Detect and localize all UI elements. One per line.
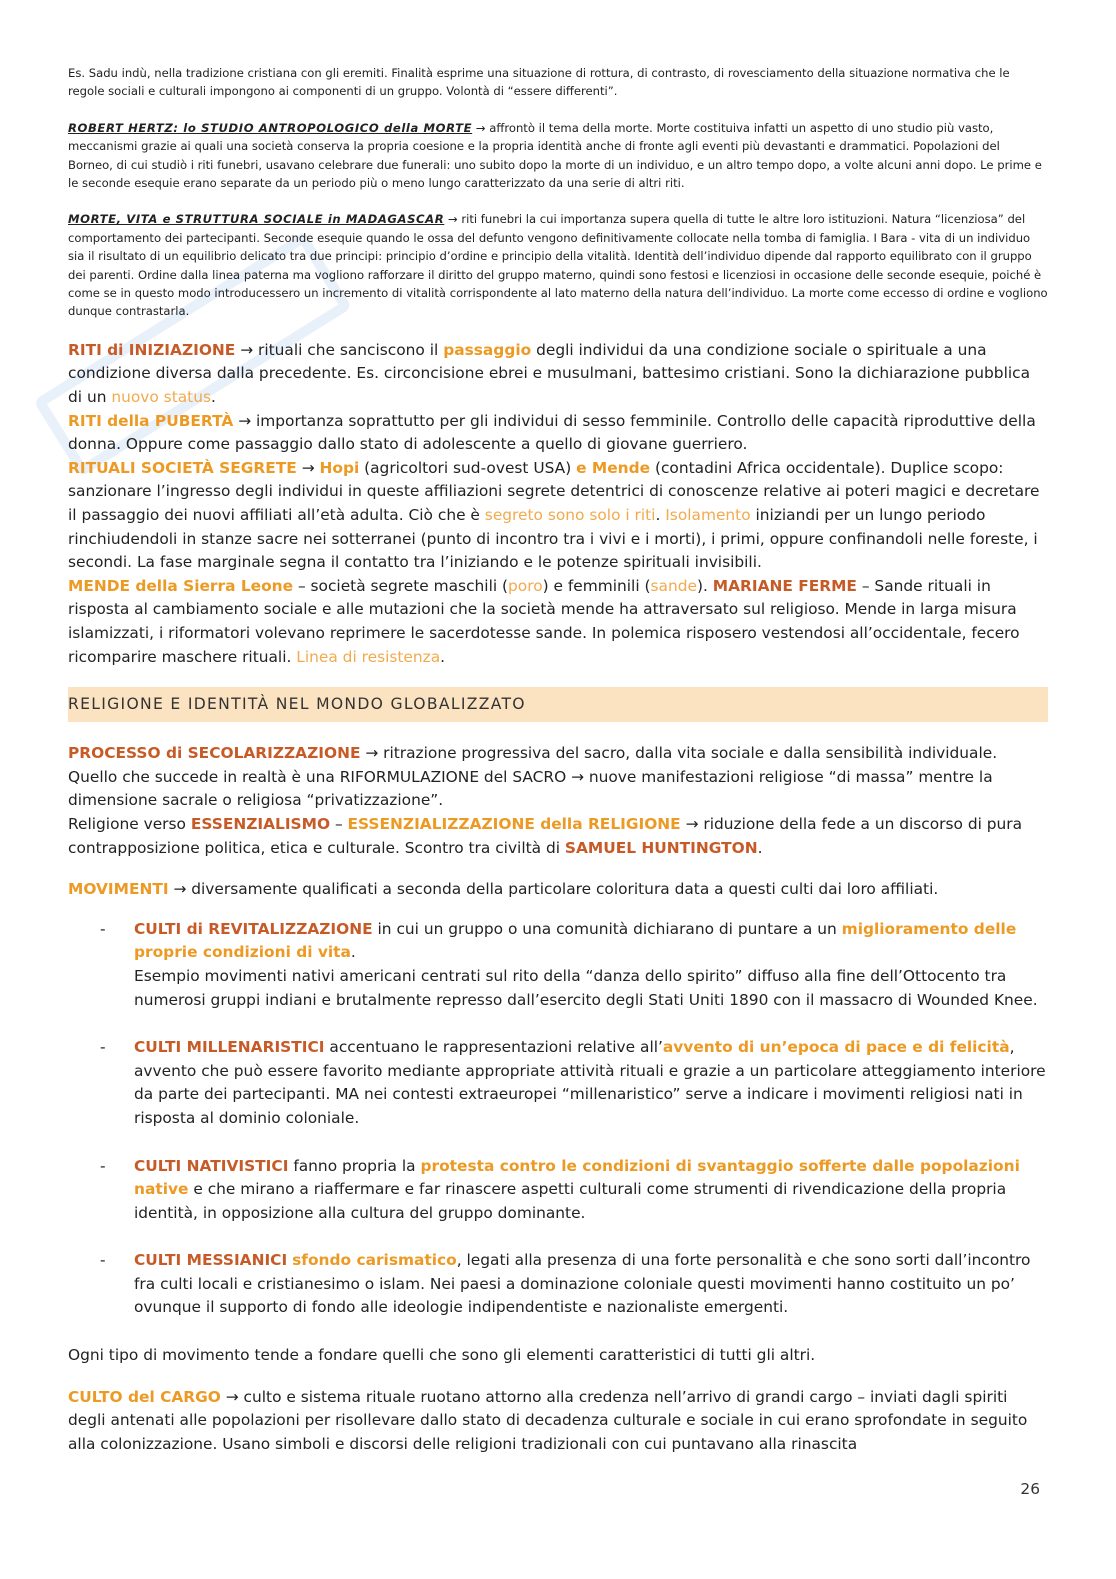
- ogni-paragraph: Ogni tipo di movimento tende a fondare quelli che sono gli elementi caratteristici di tutti gli altri.: [68, 1346, 816, 1365]
- list-item-text: CULTI MILLENARISTICI accentuano le rappresentazioni relative all’avvento di un’epoca di pace e di felicità, avvento che può essere favorito mediante appropriate attività rituali e grazie a un particolare atteggiamento interiore da parte dei partecipanti. MA nei contesti extraeuropei “millenaristico” serve a indicare i movimenti religiosi nati in risposta al dominio coloniale.: [134, 1038, 1046, 1127]
- list-dash: -: [100, 919, 106, 938]
- cargo-paragraph: CULTO del CARGO → culto e sistema rituale ruotano attorno alla credenza nell’arrivo di grandi cargo – inviati dagli spiriti degli antenati alle popolazioni per risollevare dallo stato di decadenza culturale e sociale in cui erano sprofondate in seguito alla colonizzazione. Usano simboli e discorsi delle religioni tradizionali con cui puntavano alla rinascita: [68, 1387, 1028, 1453]
- secolarizzazione-paragraph: PROCESSO di SECOLARIZZAZIONE → ritrazione progressiva del sacro, dalla vita sociale e dalla sensibilità individuale. Quello che succede in realtà è una RIFORMULAZIONE del SACRO → nuove manifestazioni religiose “di massa” mentre la dimensione sacrale o religiosa “privatizzazione”. Religione verso ESSENZIALISMO – ESSENZIALIZZAZIONE della RELIGIONE → riduzione della fede a un discorso di pura contrapposizione politica, etica e culturale. Scontro tra civiltà di SAMUEL HUNTINGTON.: [68, 744, 1023, 857]
- list-item: [68, 1155, 1048, 1226]
- list-item: [68, 918, 1048, 1012]
- list-item: [68, 1036, 1048, 1130]
- list-item-text: CULTI di REVITALIZZAZIONE in cui un gruppo o una comunità dichiarano di puntare a un miglioramento delle proprie condizioni di vita. Esempio movimenti nativi americani centrati sul rito della “danza dello spirito” diffuso alla fine dell’Ottocento tra numerosi gruppi indiani e brutalmente represso dall’esercito degli Stati Uniti 1890 con il massacro di Wounded Knee.: [134, 919, 1038, 1009]
- riti-iniziazione-term: RITI di INIZIAZIONE: [68, 340, 236, 359]
- section-title: RELIGIONE E IDENTITÀ NEL MONDO GLOBALIZZATO: [68, 695, 526, 714]
- section-banner: [68, 687, 1048, 722]
- hertz-heading: ROBERT HERTZ: lo STUDIO ANTROPOLOGICO della MORTE: [68, 120, 473, 135]
- list-dash: -: [100, 1156, 106, 1175]
- riti-puberta-term: RITI della PUBERTÀ: [68, 411, 234, 430]
- list-dash: -: [100, 1038, 106, 1057]
- rituali-societa-segrete-term: RITUALI SOCIETÀ SEGRETE: [68, 458, 297, 477]
- hertz-paragraph: ROBERT HERTZ: lo STUDIO ANTROPOLOGICO della MORTE → affrontò il tema della morte. Morte costituiva infatti un aspetto di uno studio più vasto, meccanismi grazie ai quali una società conserva la propria coesione e la propria identità anche di fronte agli eventi più devastanti e drammatici. Popolazioni del Borneo, di cui studiò i riti funebri, usavano celebrare due funerali: uno subito dopo la morte di un individuo, e un altro tempo dopo, a volte alcuni anni dopo. Le prime e le seconde esequie erano separate da un periodo più o meno lungo caratterizzato da una serie di altri riti.: [68, 120, 1042, 191]
- cult-list: [68, 918, 1048, 1320]
- page-number: 26: [1020, 1480, 1040, 1498]
- document-page: [68, 64, 1048, 1456]
- madagascar-paragraph: MORTE, VITA e STRUTTURA SOCIALE in MADAGASCAR → riti funebri la cui importanza supera quella di tutte le altre loro istituzioni. Natura “licenziosa” del comportamento dei partecipanti. Seconde esequie quando le ossa del defunto vengono definitivamente collocate nella tomba di famiglia. I Bara - vita di un individuo sia il risultato di un equilibrio delicato tra due principi: principio d’ordine e principio della vitalità. Identità dell’individuo dipende dal rapporto equilibrato con il gruppo dei parenti. Ordine dalla linea paterna ma vogliono rafforzare il diritto del gruppo materno, quindi sono festosi e licenziosi in occasione delle seconde esequie, poiché è come se in questo modo introducessero un incremento di vitalità corrispondente al lato materno della natura dell’individuo. La morte come eccesso di ordine e vogliono dunque contrastarla.: [68, 212, 1048, 319]
- list-item-text: CULTI MESSIANICI sfondo carismatico, legati alla presenza di una forte personalità e che sono sorti dall’incontro fra culti locali e cristianesimo o islam. Nei paesi a dominazione coloniale questi movimenti hanno costituito un po’ ovunque il supporto di fondo alle ideologie indipendentiste e nazionaliste emergenti.: [134, 1251, 1031, 1317]
- list-item: [68, 1249, 1048, 1320]
- list-dash: -: [100, 1251, 106, 1270]
- riti-paragraph: RITI di INIZIAZIONE → rituali che sanciscono il passaggio degli individui da una condizione sociale o spirituale a una condizione diversa dalla precedente. Es. circoncisione ebrei e musulmani, battesimo cristiani. Sono la dichiarazione pubblica di un nuovo status. RITI della PUBERTÀ → importanza soprattutto per gli individui di sesso femminile. Controllo delle capacità riproduttive della donna. Oppure come passaggio dallo stato di adolescente a quello di giovane guerriero. RITUALI SOCIETÀ SEGRETE → Hopi (agricoltori sud-ovest USA) e Mende (contadini Africa occidentale). Duplice scopo: sanzionare l’ingresso degli individui in queste affiliazioni segrete detentrici di conoscenze relative ai poteri magici e decretare il passaggio dei nuovi affiliati all’età adulta. Ciò che è segreto sono solo i riti. Isolamento iniziandi per un lungo periodo rinchiudendoli in stanze sacre nei sotterranei (punto di incontro tra i vivi e i morti), i primi, oppure confinandoli nelle foreste, i secondi. La fase marginale segna il contatto tra l’iniziando e le potenze spirituali invisibili. MENDE della Sierra Leone – società segrete maschili (poro) e femminili (sande). MARIANE FERME – Sande rituali in risposta al cambiamento sociale e alle mutazioni che la società mende ha attraversato sul religioso. Mende in larga misura islamizzati, i riformatori volevano reprimere le sacerdotesse sande. In polemica risposero vestendosi all’occidentale, fecero ricomparire maschere rituali. Linea di resistenza.: [68, 340, 1040, 666]
- intro-paragraph: Es. Sadu indù, nella tradizione cristiana con gli eremiti. Finalità esprime una situazione di rottura, di contrasto, di rovesciamento della situazione normativa che le regole sociali e culturali impongono ai componenti di un gruppo. Volontà di “essere differenti”.: [68, 66, 1010, 99]
- mende-term: MENDE della Sierra Leone: [68, 576, 294, 595]
- madagascar-heading: MORTE, VITA e STRUTTURA SOCIALE in MADAGASCAR: [68, 212, 445, 227]
- list-item-text: CULTI NATIVISTICI fanno propria la protesta contro le condizioni di svantaggio sofferte dalle popolazioni native e che mirano a riaffermare e far rinascere aspetti culturali come strumenti di rivendicazione della propria identità, in opposizione alla cultura del gruppo dominante.: [134, 1156, 1020, 1222]
- movimenti-paragraph: MOVIMENTI → diversamente qualificati a seconda della particolare coloritura data a questi culti dai loro affiliati.: [68, 880, 939, 899]
